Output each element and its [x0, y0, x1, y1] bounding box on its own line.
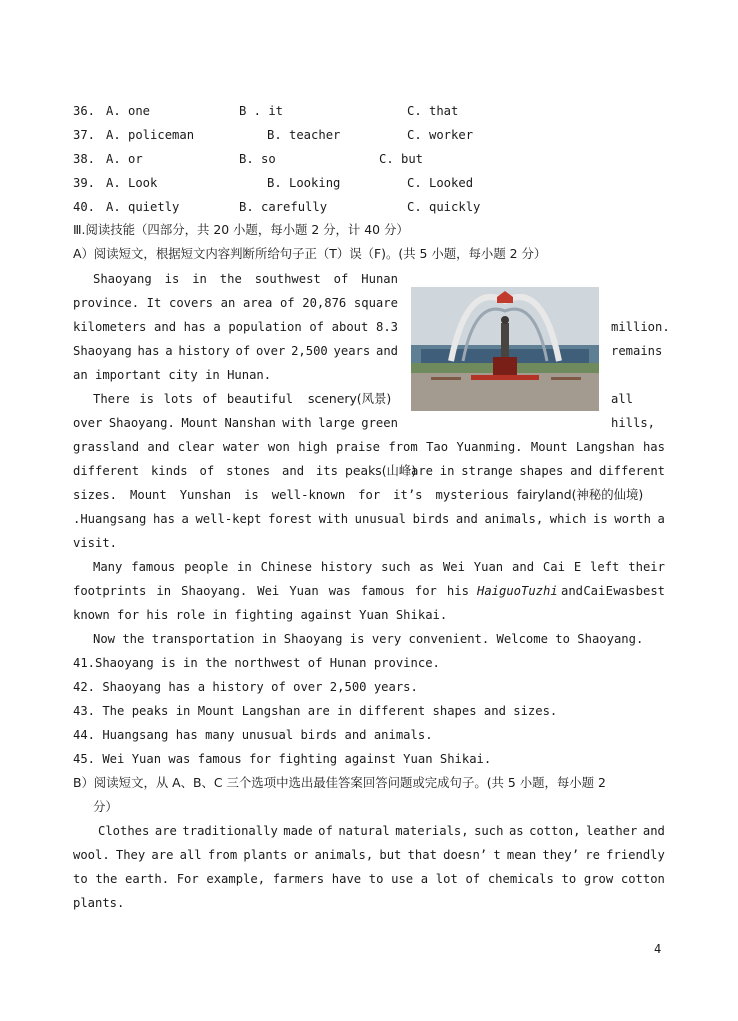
word: of: [235, 344, 251, 358]
word: plants: [243, 848, 288, 862]
word: There: [93, 392, 130, 406]
word: in: [237, 560, 252, 574]
word: t: [493, 848, 501, 862]
word: famous: [360, 584, 405, 598]
word: but: [379, 848, 402, 862]
passage-line: [411, 463, 665, 479]
word: has: [642, 440, 665, 454]
word: of: [333, 272, 349, 286]
word: have: [331, 872, 362, 886]
word: as: [419, 560, 435, 574]
word: Mount: [181, 416, 218, 430]
word: as: [508, 824, 524, 838]
word: clear: [177, 440, 215, 454]
word: all: [179, 848, 202, 862]
option-b: B. carefully: [239, 200, 328, 214]
word: large: [318, 416, 355, 430]
shaoyang-square-photo: [411, 287, 599, 411]
passage-word-gloss: peaks(山峰): [345, 463, 417, 478]
word: kinds: [150, 464, 188, 478]
word: over: [73, 416, 103, 430]
word: has: [183, 320, 206, 334]
word: is: [164, 272, 180, 286]
word: people: [184, 560, 229, 574]
word: that: [407, 848, 437, 862]
word: strange: [461, 464, 513, 478]
option-a: A. Look: [106, 176, 158, 190]
word: It: [146, 296, 162, 310]
passage-word-gloss: fairyland(神秘的仙境): [517, 487, 644, 502]
word: it’s: [393, 488, 423, 502]
passage-line-right: million.: [611, 320, 670, 334]
word: Shaoyang.: [108, 416, 175, 430]
word: Wei: [257, 584, 280, 598]
word: different: [73, 464, 140, 478]
word: Yunshan: [179, 488, 232, 502]
passage-line: [98, 823, 665, 839]
option-c: C. quickly: [407, 200, 481, 214]
word: chemicals: [487, 872, 554, 886]
word: wool.: [73, 848, 110, 862]
word: mysterious: [435, 488, 509, 502]
word: a: [181, 512, 189, 526]
word: their: [628, 560, 665, 574]
word: a: [420, 872, 429, 886]
passage-word-gloss: scenery(风景): [308, 391, 392, 406]
word: Clothes: [98, 824, 150, 838]
passage-line: Now the transportation in Shaoyang is very convenient. Welcome to Shaoyang.: [93, 632, 644, 646]
option-b: B . it: [239, 104, 284, 118]
word: and: [561, 584, 584, 598]
word: they’: [542, 848, 580, 862]
passage-line-right: all: [611, 392, 634, 406]
word: .Huangsang: [73, 512, 147, 526]
word: to: [73, 872, 88, 886]
option-b: B. so: [239, 152, 276, 166]
question-number: 39.: [73, 176, 96, 190]
passage-line: [93, 391, 293, 407]
word: the: [219, 272, 242, 286]
word: are: [151, 848, 174, 862]
passage-line: [73, 511, 665, 527]
word: of: [465, 872, 481, 886]
question-number: 37.: [73, 128, 96, 142]
book-title: HaiguoTuzhi: [477, 584, 558, 598]
photo-illustration: [411, 287, 599, 411]
passage-line: [73, 487, 509, 503]
word: history: [178, 344, 230, 358]
tf-question: 45. Wei Yuan was famous for fighting against Yuan Shikai.: [73, 752, 492, 766]
part-a-instruction: A）阅读短文，根据短文内容判断所给句子正（T）误（F)。(共 5 小题，每小题 2 分）: [73, 246, 547, 261]
passage-line: [73, 343, 398, 359]
word: was: [613, 584, 636, 598]
passage-line: [73, 295, 398, 311]
word: use: [391, 872, 414, 886]
word: best: [635, 584, 665, 598]
word: or: [293, 848, 309, 862]
word: over: [255, 344, 286, 358]
word: in: [156, 584, 172, 598]
word: is: [139, 392, 154, 406]
option-c: C. that: [407, 104, 459, 118]
option-a: A. policeman: [106, 128, 195, 142]
word: earth.: [125, 872, 170, 886]
word: grassland: [73, 440, 140, 454]
option-a: A. or: [106, 152, 143, 166]
word: Wei: [442, 560, 465, 574]
word: Tao: [426, 440, 449, 454]
word: natural: [338, 824, 390, 838]
word: his: [446, 584, 469, 598]
word: of: [279, 296, 295, 310]
section-heading: Ⅲ.阅读技能（四部分，共 20 小题，每小题 2 分，计 40 分）: [73, 222, 409, 237]
passage-line: known for his role in fighting against Yuan Shikai.: [73, 608, 448, 622]
word: unusual: [354, 512, 407, 526]
word: mean: [506, 848, 537, 862]
word: cotton: [620, 872, 665, 886]
word: stones: [226, 464, 271, 478]
word: a: [657, 512, 665, 526]
option-a: A. one: [106, 104, 151, 118]
tf-question: 42. Shaoyang has a history of over 2,500 years.: [73, 680, 418, 694]
part-b-instruction-cont: 分）: [93, 799, 118, 814]
word: are: [154, 824, 177, 838]
word: with: [282, 416, 312, 430]
passage-line: [93, 271, 398, 287]
word: worth: [614, 512, 651, 526]
word: of: [202, 392, 218, 406]
word: its: [315, 464, 338, 478]
option-b: B. teacher: [267, 128, 341, 142]
word: and: [147, 440, 170, 454]
passage-line-right: remains: [611, 344, 663, 358]
word: water: [222, 440, 260, 454]
word: is: [593, 512, 608, 526]
word: an: [220, 296, 236, 310]
word: For: [176, 872, 199, 886]
word: kilometers: [73, 320, 147, 334]
question-number: 38.: [73, 152, 96, 166]
word: Mount: [130, 488, 167, 502]
word: about: [331, 320, 369, 334]
word: Yuanming.: [456, 440, 523, 454]
passage-line: [93, 559, 665, 575]
word: lots: [163, 392, 193, 406]
word: birds: [412, 512, 450, 526]
word: years: [333, 344, 371, 358]
word: E: [573, 560, 582, 574]
word: doesn’: [443, 848, 488, 862]
word: are: [411, 464, 434, 478]
word: 2,500: [291, 344, 328, 358]
word: made: [283, 824, 313, 838]
word: E: [605, 584, 613, 598]
word: friendly: [606, 848, 665, 862]
page-number: 4: [654, 942, 662, 956]
word: such: [474, 824, 504, 838]
option-c: C. Looked: [407, 176, 474, 190]
option-c: C. but: [379, 152, 424, 166]
word: sizes.: [73, 488, 118, 502]
word: Langshan: [575, 440, 635, 454]
word: materials,: [395, 824, 469, 838]
question-number: 40.: [73, 200, 96, 214]
word: of: [318, 824, 333, 838]
passage-line: [73, 415, 398, 431]
word: Shaoyang: [93, 272, 152, 286]
passage-line-right: hills,: [611, 416, 656, 430]
word: well-kept: [195, 512, 262, 526]
passage-line: [561, 583, 665, 599]
passage-line: [73, 583, 469, 599]
word: area: [242, 296, 273, 310]
word: the: [95, 872, 118, 886]
word: Cai: [542, 560, 565, 574]
word: leather: [586, 824, 638, 838]
word: for: [414, 584, 437, 598]
word: covers: [168, 296, 214, 310]
passage-line: [73, 439, 665, 455]
question-number: 36.: [73, 104, 96, 118]
word: high: [298, 440, 328, 454]
word: a: [165, 344, 173, 358]
part-b-instruction: B）阅读短文，从 A、B、C 三个选项中选出最佳答案回答问题或完成句子。(共 5 小题，每小题 2: [73, 775, 606, 790]
word: Many: [93, 560, 123, 574]
passage-line: visit.: [73, 536, 118, 550]
word: and: [512, 560, 535, 574]
option-a: A. quietly: [106, 200, 180, 214]
word: 20,876: [302, 296, 347, 310]
word: Hunan: [361, 272, 398, 286]
word: green: [361, 416, 398, 430]
word: beautiful: [226, 392, 293, 406]
word: cotton,: [529, 824, 581, 838]
word: shapes: [519, 464, 564, 478]
word: animals,: [484, 512, 544, 526]
word: well-known: [271, 488, 346, 502]
word: Yuan: [473, 560, 504, 574]
tf-question: 41.Shaoyang is in the northwest of Hunan province.: [73, 656, 440, 670]
word: Cai: [583, 584, 606, 598]
word: and: [570, 464, 593, 478]
word: re: [585, 848, 600, 862]
word: and: [642, 824, 665, 838]
word: and: [154, 320, 177, 334]
word: from: [388, 440, 418, 454]
word: and: [282, 464, 305, 478]
word: and: [455, 512, 478, 526]
word: has: [152, 512, 175, 526]
word: to: [368, 872, 384, 886]
word: farmers: [272, 872, 325, 886]
word: of: [199, 464, 215, 478]
word: with: [318, 512, 349, 526]
word: square: [353, 296, 398, 310]
word: population: [228, 320, 302, 334]
word: has: [137, 344, 160, 358]
word: praise: [335, 440, 380, 454]
word: in: [439, 464, 455, 478]
passage-line: an important city in Hunan.: [73, 368, 272, 382]
word: Yuan: [289, 584, 319, 598]
word: famous: [131, 560, 176, 574]
word: lot: [435, 872, 458, 886]
word: such: [381, 560, 411, 574]
word: traditionally: [182, 824, 278, 838]
word: a: [213, 320, 221, 334]
word: for: [358, 488, 381, 502]
word: Nanshan: [224, 416, 276, 430]
passage-line: [73, 463, 338, 479]
word: 8.3: [375, 320, 398, 334]
word: southwest: [254, 272, 321, 286]
passage-line: plants.: [73, 896, 125, 910]
word: province.: [73, 296, 140, 310]
option-c: C. worker: [407, 128, 474, 142]
option-b: B. Looking: [267, 176, 341, 190]
word: Mount: [530, 440, 568, 454]
word: of: [309, 320, 325, 334]
word: and: [375, 344, 398, 358]
word: in: [192, 272, 207, 286]
word: Chinese: [260, 560, 312, 574]
word: which: [549, 512, 587, 526]
word: footprints: [73, 584, 147, 598]
word: animals,: [314, 848, 374, 862]
word: left: [590, 560, 620, 574]
word: Shaoyang.: [181, 584, 248, 598]
tf-question: 44. Huangsang has many unusual birds and animals.: [73, 728, 433, 742]
word: from: [207, 848, 238, 862]
word: They: [115, 848, 146, 862]
word: different: [598, 464, 665, 478]
word: is: [244, 488, 259, 502]
word: forest: [268, 512, 313, 526]
passage-line: [73, 847, 665, 863]
word: grow: [583, 872, 614, 886]
word: was: [328, 584, 351, 598]
word: won: [267, 440, 290, 454]
word: Shaoyang: [73, 344, 132, 358]
word: example,: [206, 872, 266, 886]
passage-line: [73, 319, 398, 335]
tf-question: 43. The peaks in Mount Langshan are in different shapes and sizes.: [73, 704, 558, 718]
word: history: [320, 560, 373, 574]
passage-line: [73, 871, 665, 887]
word: to: [561, 872, 577, 886]
